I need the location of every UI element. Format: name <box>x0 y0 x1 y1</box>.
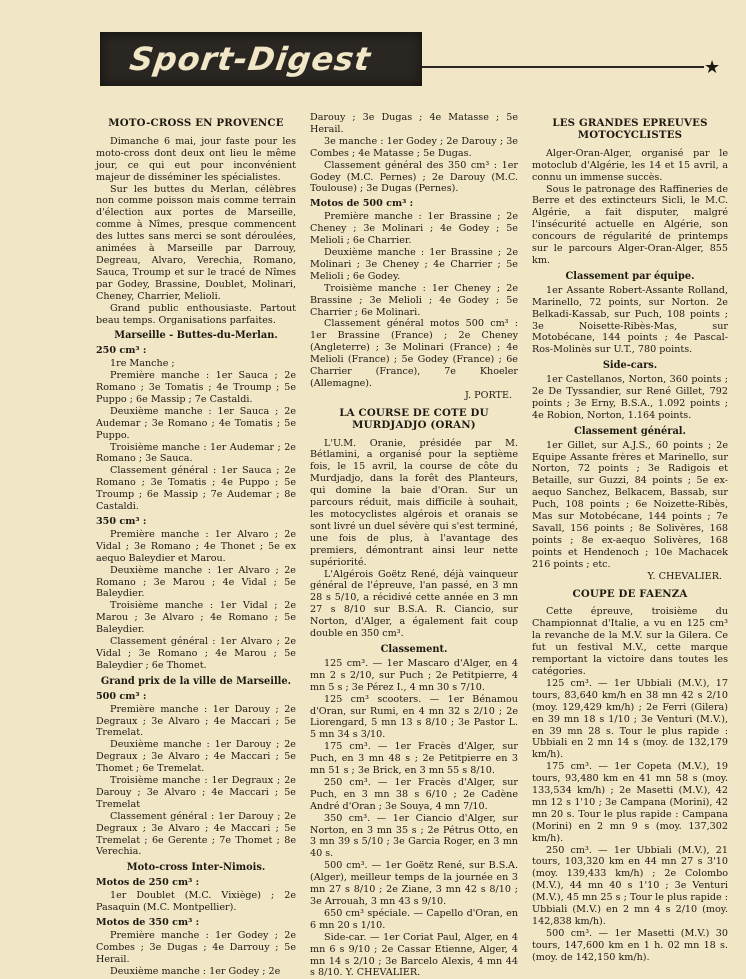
paragraph: Classement général : 1er Sauca ; 2e Romano ; 3e Tomatis ; 4e Puppo ; 5e Troump ; 6e Massip ; 7e Audemar ; 8e Castaldi. <box>96 465 296 513</box>
column-left <box>96 112 296 978</box>
subsection-heading: Classement. <box>380 643 448 655</box>
paragraph: Première manche : 1er Darouy ; 2e Degraux ; 3e Alvaro ; 4e Maccari ; 5e Tremelat. <box>96 703 296 739</box>
paragraph: 1re Manche ; <box>110 358 175 370</box>
paragraph: Sous le patronage des Raffineries de Berre et des extincteurs Sicli, le M.C. Algérie, a fait disputer, malgré l'insécurité actuelle en Algérie, son concours de régularité de printemps sur le parcours Alger-Oran-Alger, 855 km. <box>532 183 728 266</box>
paragraph: Side-car. — 1er Coriat Paul, Alger, en 4 mn 6 s 9/10 ; 2e Cassar Etienne, Alger, 4 mn 14 s 2/10 ; 3e Barcelo Alexis, 4 mn 44 s 8/10. Y. CHEVALIER. <box>310 931 518 979</box>
paragraph: Troisième manche : 1er Degraux ; 2e Darouy ; 3e Alvaro ; 4e Maccari ; 5e Tremelat <box>96 775 296 810</box>
paragraph: Troisième manche : 1er Cheney ; 2e Brassine ; 3e Melioli ; 4e Godey ; 5e Charrier ; 6e Molinari. <box>310 282 518 318</box>
paragraph: 125 cm³. — 1er Mascaro d'Alger, en 4 mn 2 s 2/10, sur Puch ; 2e Petitpierre, 4 mn 5 s ; 3e Pérez I., 4 mn 30 s 7/10. <box>310 657 518 693</box>
column-middle <box>310 112 518 979</box>
paragraph: 250 cm³. — 1er Ubbiali (M.V.), 21 tours, 103,320 km en 44 mn 27 s 3'10 (moy. 139,433 km/h) ; 2e Colombo (M.V.), 44 mn 40 s 1'10 ; 3e Venturi (M.V.), 45 mn 25 s ; Tour le plus rapide : Ubbiali (M.V.) en 2 mn 4 s 2/10 (moy. 142,838 km/h). <box>532 844 728 927</box>
article-heading: COUPE DE FAENZA <box>572 587 688 600</box>
paragraph: 3e manche : 1er Godey ; 2e Darouy ; 3e Combes ; 4e Matasse ; 5e Dugas. <box>310 135 518 159</box>
paragraph: Grand public enthousiaste. Partout beau temps. Organisations parfaites. <box>96 302 296 326</box>
paragraph: Classement général : 1er Alvaro ; 2e Vidal ; 3e Romano ; 4e Marou ; 5e Baleydier ; 6e Thomet. <box>96 636 296 671</box>
subsection-heading: Moto-cross Inter-Nimois. <box>126 862 266 874</box>
article-heading: LA COURSE DE COTE DU MURDJADJO (ORAN) <box>339 406 489 431</box>
paragraph: Classement général motos 500 cm³ : 1er Brassine (France) ; 2e Cheney (Angleterre) ; 3e Molinari (France) ; 4e Melioli (France) ; 5e Godey (France) ; 6e Charrier (France), 7e Khoeler (Allemagne). <box>310 318 518 389</box>
paragraph: 1er Castellanos, Norton, 360 points ; 2e De Tyssandier, sur René Gillet, 792 points ; 3e Erny, B.S.A., 1.092 points ; 4e Robion, Norton, 1.164 points. <box>532 374 728 421</box>
subsection-heading: Side-cars. <box>602 360 658 372</box>
subsection-heading: Marseille - Buttes-du-Merlan. <box>114 330 278 342</box>
section-title: Sport-Digest <box>127 40 374 78</box>
article-heading: LES GRANDES EPREUVES MOTOCYCLISTES <box>552 117 708 141</box>
column-right <box>532 112 728 964</box>
paragraph: 125 cm³ scooters. — 1er Bénamou d'Oran, sur Rumi, en 4 mn 32 s 2/10 ; 2e Liorengard, 5 mn 13 s 8/10 ; 3e Pastor L. 5 mn 34 s 3/10. <box>310 693 518 741</box>
paragraph: 250 cm³. — 1er Fracès d'Alger, sur Puch, en 3 mn 38 s 6/10 ; 2e Cadène André d'Oran ; 3e Souya, 4 mn 7/10. <box>310 776 518 812</box>
author-signature: Y. CHEVALIER. <box>647 570 722 582</box>
paragraph: Deuxième manche : 1er Sauca ; 2e Audemar ; 3e Romano ; 4e Tomatis ; 5e Puppo. <box>96 405 296 441</box>
paragraph: Première manche : 1er Brassine ; 2e Cheney ; 3e Molinari ; 4e Godey ; 5e Melioli ; 6e Charrier. <box>310 211 518 247</box>
paragraph: Deuxième manche : 1er Alvaro ; 2e Romano ; 3e Marou ; 4e Vidal ; 5e Baleydier. <box>96 564 296 600</box>
paragraph: Deuxième manche : 1er Darouy ; 2e Degraux ; 3e Alvaro ; 4e Maccari ; 5e Thomet ; 6e Tremelat. <box>96 739 296 775</box>
paragraph: Première manche : 1er Alvaro ; 2e Vidal ; 3e Romano ; 4e Thonet ; 5e ex aequo Baleydier et Marou. <box>96 528 296 564</box>
paragraph: Première manche : 1er Godey ; 2e Combes ; 3e Dugas ; 4e Darrouy ; 5e Herail. <box>96 929 296 965</box>
category-label: 350 cm³ : <box>96 516 147 527</box>
category-label: 250 cm³ : <box>96 345 147 357</box>
paragraph: 500 cm³. — 1er Masetti (M.V.) 30 tours, 147,600 km en 1 h. 02 mn 18 s. (moy. de 142,150 km/h). <box>532 927 728 963</box>
paragraph: Deuxième manche : 1er Brassine ; 2e Molinari ; 3e Cheney ; 4e Charrier ; 5e Melioli ; 6e Godey. <box>310 246 518 282</box>
paragraph: Première manche : 1er Sauca ; 2e Romano ; 3e Tomatis ; 4e Troump ; 5e Puppo ; 6e Massip ; 7e Castaldi. <box>96 370 296 405</box>
star-icon: ★ <box>704 57 721 78</box>
paragraph: Cette épreuve, troisième du Championnat d'Italie, a vu en 125 cm³ la revanche de la M.V. sur la Gilera. Ce fut un festival M.V., cette marque remportant la victoire dans toutes les catégories. <box>532 606 728 677</box>
paragraph: Classement général : 1er Darouy ; 2e Degraux ; 3e Alvaro ; 4e Maccari ; 5e Tremelat ; 6e Gerente ; 7e Thomet ; 8e Verechia. <box>96 810 296 858</box>
paragraph: Alger-Oran-Alger, organisé par le motoclub d'Algérie, les 14 et 15 avril, a connu un immense succès. <box>532 147 728 183</box>
subsection-heading: Classement général. <box>574 425 686 437</box>
category-label: Motos de 250 cm³ : <box>96 877 200 889</box>
paragraph: Darouy ; 3e Dugas ; 4e Matasse ; 5e Herail. <box>310 112 518 135</box>
paragraph: 1er Assante Robert-Assante Rolland, Marinello, 72 points, sur Norton. 2e Belkadi-Kassab, sur Puch, 108 points ; 3e Noisette-Ribès-Mas, sur Motobécane, 144 points ; 4e Pascal-Ros-Molinès sur U.T., 780 points. <box>532 284 728 356</box>
category-label: Motos de 350 cm³ : <box>96 917 200 928</box>
author-signature: J. PORTE. <box>464 389 512 401</box>
paragraph: 125 cm³. — 1er Ubbiali (M.V.), 17 tours, 83,640 km/h en 38 mn 42 s 2/10 (moy. 129,429 km/h) ; 2e Ferri (Gilera) en 39 mn 18 s 1/10 ; 3e Venturi (M.V.), en 39 mn 28 s. Tour le plus rapide : Ubbiali en 2 mn 14 s (moy. de 132,179 km/h). <box>532 677 728 761</box>
paragraph: 175 cm³. — 1er Copeta (M.V.), 19 tours, 93,480 km en 41 mn 58 s (moy. 133,534 km/h) ; 2e Masetti (M.V.), 42 mn 12 s 1'10 ; 3e Campana (Morini), 42 mn 20 s. Tour le plus rapide : Campana (Morini) en 2 mn 9 s (moy. 137,302 km/h). <box>532 761 728 844</box>
paragraph: Troisième manche : 1er Vidal ; 2e Marou ; 3e Alvaro ; 4e Romano ; 5e Baleydier. <box>96 600 296 636</box>
subsection-heading: Classement par équipe. <box>565 270 695 282</box>
category-label: 500 cm³ : <box>96 690 147 702</box>
paragraph: 500 cm³. — 1er Goëtz René, sur B.S.A. (Alger), meilleur temps de la journée en 3 mn 27 s 8/10 ; 2e Ziane, 3 mn 42 s 8/10 ; 3e Arrouah, 3 mn 43 s 9/10. <box>310 860 518 907</box>
paragraph: Sur les buttes du Merlan, célèbres non comme poisson mais comme terrain d'élection aux portes de Marseille, comme à Nîmes, presque commencent des luttes sans merci se sont déroulées, animées à Marseille par Darrouy, Degreau, Alvaro, Verechia, Romano, Sauca, Troump et sur le tracé de Nîmes par Godey, Brassine, Doublet, Molinari, Cheney, Charrier, Melioli. <box>96 183 296 302</box>
paragraph: L'U.M. Oranie, présidée par M. Bétlamini, a organisé pour la septième fois, le 15 avril, la course de côte du Murdjadjo, dans la forêt des Planteurs, qui domine la baie d'Oran. Sur un parcours réduit, mais difficile à souhait, les motocyclistes algérois et oranais se sont livré un duel sévère qui s'est terminé, une fois de plus, à l'avantage des premiers, démontrant ainsi leur nette supériorité. <box>310 437 518 568</box>
paragraph: L'Algérois Goëtz René, déjà vainqueur général de l'épreuve, l'an passé, en 3 mn 28 s 5/10, a récidivé cette année en 3 mn 27 s 8/10 sur B.S.A. R. Ciancio, sur Norton, d'Alger, a également fait coup double en 350 cm³. <box>310 568 518 640</box>
paragraph: 350 cm³. — 1er Ciancio d'Alger, sur Norton, en 3 mn 35 s ; 2e Pétrus Otto, en 3 mn 39 s 5/10 ; 3e Garcia Roger, en 3 mn 40 s. <box>310 812 518 860</box>
category-label: Motos de 500 cm³ : <box>310 198 414 210</box>
article-heading: MOTO-CROSS EN PROVENCE <box>108 117 284 129</box>
paragraph: Classement général des 350 cm³ : 1er Godey (M.C. Pernes) ; 2e Darouy (M.C. Toulouse) ; 3e Dugas (Pernes). <box>310 159 518 195</box>
paragraph: 175 cm³. — 1er Fracès d'Alger, sur Puch, en 3 mn 48 s ; 2e Petitpierre en 3 mn 51 s ; 3e Brick, en 3 mn 55 s 8/10. <box>310 741 518 777</box>
paragraph: 1er Doublet (M.C. Vixiège) ; 2e Pasaquin (M.C. Montpellier). <box>96 890 296 914</box>
subsection-heading: Grand prix de la ville de Marseille. <box>100 675 292 687</box>
header-rule <box>422 66 704 68</box>
paragraph: Troisième manche : 1er Audemar ; 2e Romano ; 3e Sauca. <box>96 441 296 465</box>
paragraph: Dimanche 6 mai, jour faste pour les moto-cross dont deux ont lieu le même jour, ce qui eut pour inconvénient majeur de disséminer les spécialistes. <box>96 135 296 183</box>
paragraph: 1er Gillet, sur A.J.S., 60 points ; 2e Equipe Assante frères et Marinello, sur Norton, 72 points ; 3e Radigois et Betaille, sur Guzzi, 84 points ; 5e ex-aequo Sanchez, Belkacem, Bassab, sur Puch, 108 points ; 6e Noizette-Ribès, Mas sur Motobécane, 144 points ; 7e Savall, 156 points ; 8e Solivères, 168 points ; 8e ex-aequo Solivères, 168 points et Hendenoch ; 10e Machacek 216 points ; etc. <box>532 439 728 570</box>
paragraph: Deuxième manche : 1er Godey ; 2e <box>110 965 281 977</box>
paragraph: 650 cm³ spéciale. — Capello d'Oran, en 6 mn 20 s 1/10. <box>310 907 518 931</box>
